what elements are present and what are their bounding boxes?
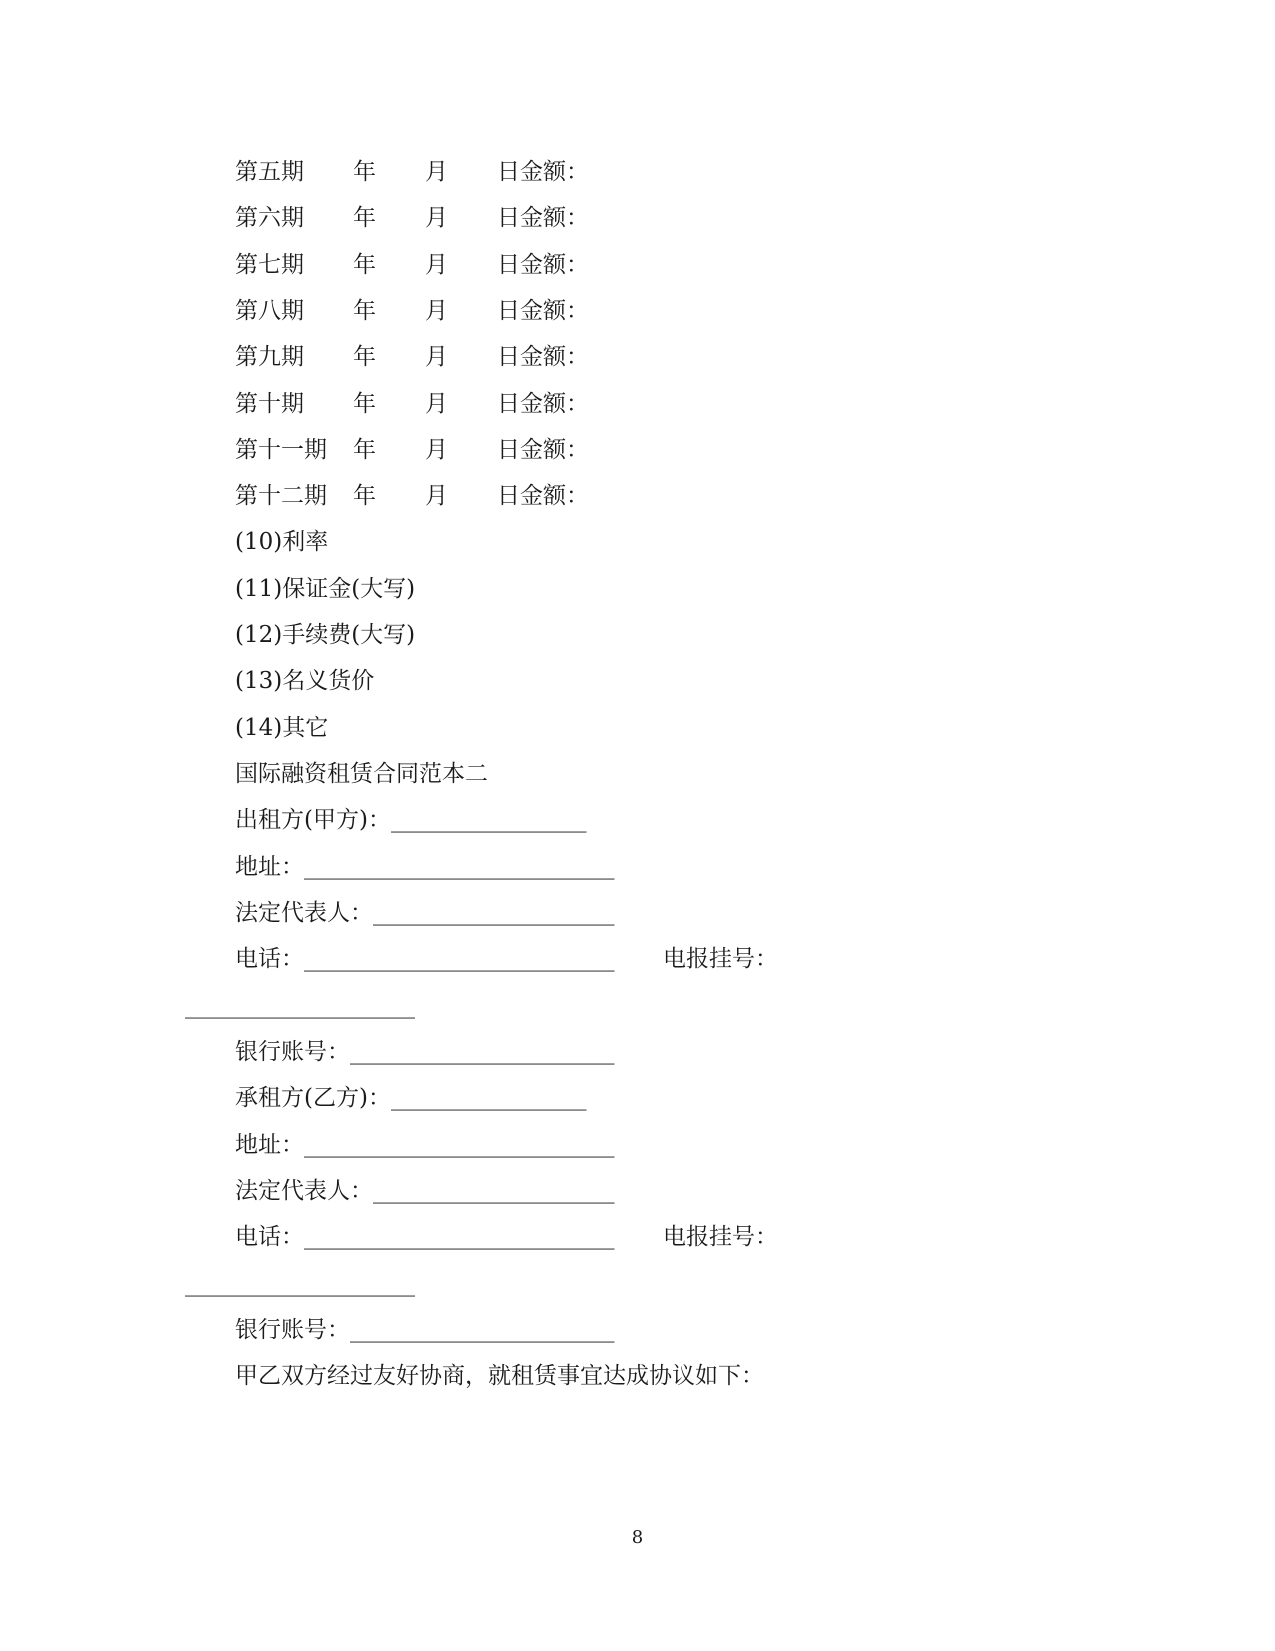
- day-amount-label: 日金额：: [497, 298, 589, 324]
- month-label: 月: [425, 159, 448, 185]
- month-label: 月: [425, 483, 448, 509]
- year-label: 年: [353, 344, 376, 370]
- template-title: 国际融资租赁合同范本二: [235, 761, 488, 787]
- lessee-address-field: 地址：___________________________: [235, 1132, 615, 1158]
- year-label: 年: [353, 205, 376, 231]
- period-label: 第十一期: [235, 437, 327, 463]
- lessee-name-field: 承租方(乙方)：_________________: [235, 1085, 587, 1111]
- lessee-legal-rep-field: 法定代表人：_____________________: [235, 1178, 615, 1204]
- month-label: 月: [425, 344, 448, 370]
- lessee-phone-field: 电话：___________________________: [235, 1224, 615, 1250]
- lessor-telegraph-continuation: ____________________: [185, 993, 415, 1019]
- page-number: 8: [631, 1527, 644, 1548]
- year-label: 年: [353, 252, 376, 278]
- day-amount-label: 日金额：: [497, 483, 589, 509]
- period-label: 第五期: [235, 159, 304, 185]
- day-amount-label: 日金额：: [497, 159, 589, 185]
- period-label: 第八期: [235, 298, 304, 324]
- day-amount-label: 日金额：: [497, 252, 589, 278]
- month-label: 月: [425, 205, 448, 231]
- day-amount-label: 日金额：: [497, 344, 589, 370]
- lessee-bank-field: 银行账号：_______________________: [235, 1317, 615, 1343]
- day-amount-label: 日金额：: [497, 205, 589, 231]
- item-interest-rate: (10)利率: [235, 529, 329, 555]
- period-label: 第七期: [235, 252, 304, 278]
- period-label: 第十期: [235, 391, 304, 417]
- year-label: 年: [353, 391, 376, 417]
- lessee-telegraph-continuation: ____________________: [185, 1271, 415, 1297]
- year-label: 年: [353, 159, 376, 185]
- year-label: 年: [353, 437, 376, 463]
- lessor-bank-field: 银行账号：_______________________: [235, 1039, 615, 1065]
- month-label: 月: [425, 391, 448, 417]
- day-amount-label: 日金额：: [497, 391, 589, 417]
- month-label: 月: [425, 252, 448, 278]
- lessor-address-field: 地址：___________________________: [235, 854, 615, 880]
- lessor-telegraph-label: 电报挂号：: [663, 946, 778, 972]
- agreement-sentence: 甲乙双方经过友好协商，就租赁事宜达成协议如下：: [235, 1363, 764, 1389]
- lessor-name-field: 出租方(甲方)：_________________: [235, 807, 587, 833]
- month-label: 月: [425, 437, 448, 463]
- period-label: 第十二期: [235, 483, 327, 509]
- lessor-legal-rep-field: 法定代表人：_____________________: [235, 900, 615, 926]
- item-other: (14)其它: [235, 715, 329, 741]
- period-label: 第六期: [235, 205, 304, 231]
- lessor-phone-field: 电话：___________________________: [235, 946, 615, 972]
- month-label: 月: [425, 298, 448, 324]
- period-label: 第九期: [235, 344, 304, 370]
- year-label: 年: [353, 298, 376, 324]
- year-label: 年: [353, 483, 376, 509]
- item-deposit: (11)保证金(大写): [235, 576, 416, 602]
- day-amount-label: 日金额：: [497, 437, 589, 463]
- item-handling-fee: (12)手续费(大写): [235, 622, 416, 648]
- item-nominal-price: (13)名义货价: [235, 668, 375, 694]
- lessee-telegraph-label: 电报挂号：: [663, 1224, 778, 1250]
